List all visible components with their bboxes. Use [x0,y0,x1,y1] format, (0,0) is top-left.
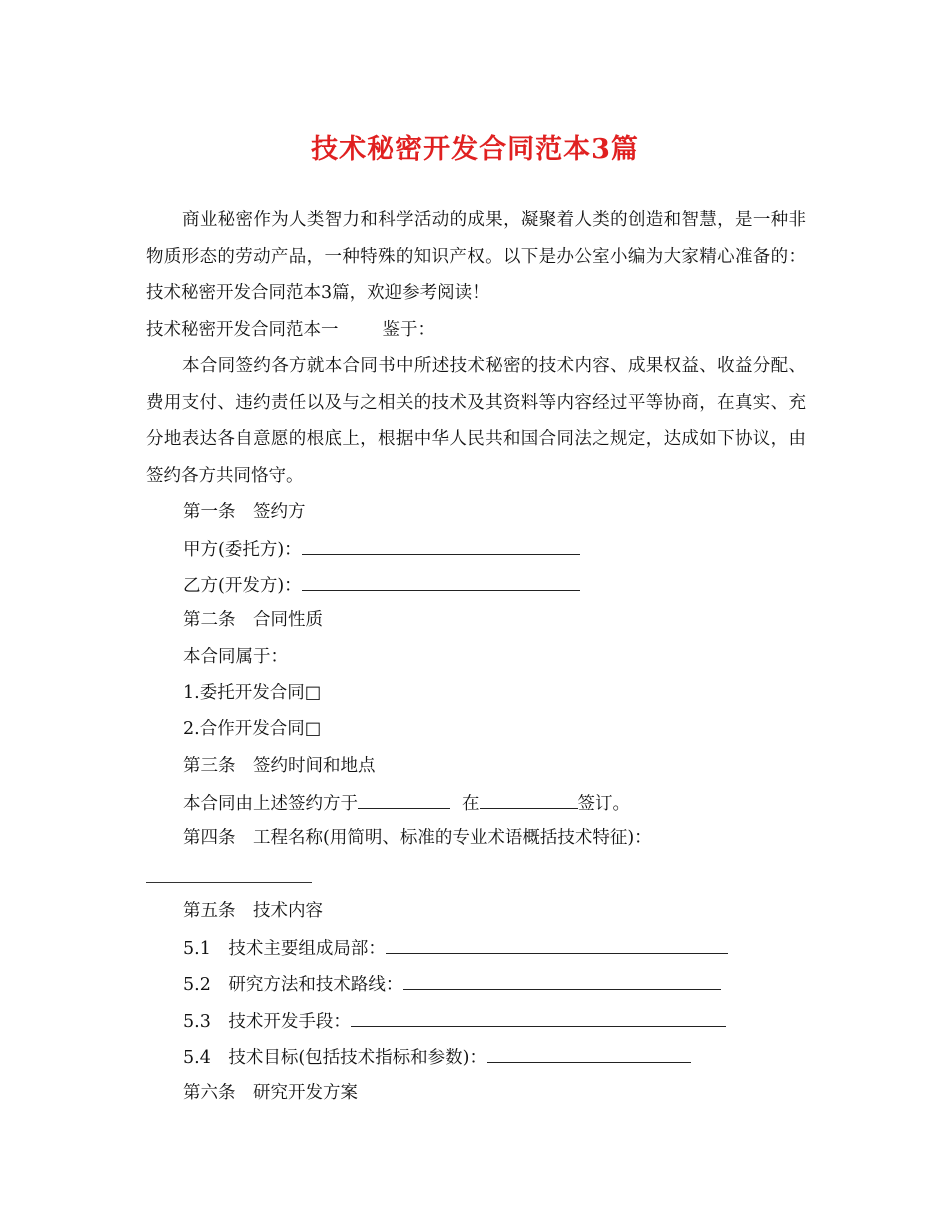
item-5-1-blank[interactable] [386,935,728,954]
item-5-4-blank[interactable] [487,1044,691,1063]
article5-heading: 第五条 技术内容 [183,901,323,921]
whereas-label: 鉴于： [382,320,435,340]
section1-heading: 技术秘密开发合同范本一 [146,320,339,340]
item-5-1-label: 5.1 技术主要组成局部： [183,939,386,959]
item-5-4-label: 5.4 技术目标(包括技术指标和参数)： [183,1048,487,1068]
item-5-3-line [183,1008,726,1034]
option-cooperative-development[interactable]: 2.合作开发合同□ [183,719,322,739]
item-5-3-label: 5.3 技术开发手段： [183,1012,351,1032]
article3-heading: 第三条 签约时间和地点 [183,756,376,776]
item-5-2-label: 5.2 研究方法和技术路线： [183,975,404,995]
document-title: 技术秘密开发合同范本3篇 [311,134,639,165]
option-entrusted-development[interactable]: 1.委托开发合同□ [183,683,322,703]
signing-text-b: 在 [462,794,480,814]
signing-place-blank[interactable] [480,790,578,809]
intro-paragraph: 商业秘密作为人类智力和科学活动的成果，凝聚着人类的创造和智慧，是一种非物质形态的劳动产品，一种特殊的知识产权。以下是办公室小编为大家精心准备的：技术秘密开发合同范本3篇，欢迎参考阅读！ [146,210,806,303]
article1-heading: 第一条 签约方 [183,502,306,522]
section1-heading-line [146,318,435,342]
item-5-2-line [183,971,721,997]
signing-text-a: 本合同由上述签约方于 [183,794,358,814]
item-5-3-blank[interactable] [351,1008,726,1027]
preamble-paragraph: 本合同签约各方就本合同书中所述技术秘密的技术内容、成果权益、收益分配、费用支付、违约责任以及与之相关的技术及其资料等内容经过平等协商，在真实、充分地表达各自意愿的根底上，根据中华人民共和国合同法之规定，达成如下协议，由签约各方共同恪守。 [146,356,806,486]
signing-line [183,790,630,816]
article6-heading: 第六条 研究开发方案 [183,1083,358,1103]
party-a-blank[interactable] [302,536,580,555]
item-5-1-line [183,935,728,961]
article2-heading: 第二条 合同性质 [183,610,323,630]
party-a-line [183,536,580,562]
contract-belongs-label: 本合同属于： [183,647,288,667]
party-a-label: 甲方(委托方)： [183,540,302,560]
project-name-blank[interactable] [146,882,312,883]
party-b-label: 乙方(开发方)： [183,576,302,596]
item-5-4-line [183,1044,691,1070]
signing-date-blank[interactable] [358,790,450,809]
party-b-line [183,572,580,598]
item-5-2-blank[interactable] [403,971,721,990]
article4-heading: 第四条 工程名称(用简明、标准的专业术语概括技术特征)： [183,828,652,848]
signing-text-c: 签订。 [577,794,630,814]
party-b-blank[interactable] [302,572,580,591]
